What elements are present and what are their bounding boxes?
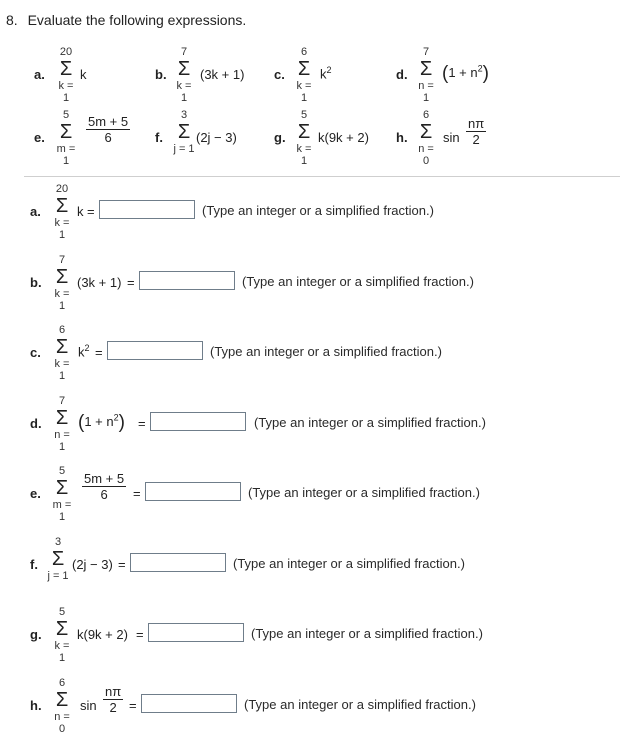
sigma-icon: Σ xyxy=(177,121,191,143)
sigma-icon: Σ xyxy=(419,58,433,80)
answer-h-hint: (Type an integer or a simplified fraction.) xyxy=(244,697,476,712)
answer-f-body: (2j − 3) xyxy=(72,557,113,572)
item-d-sigma xyxy=(414,46,438,104)
sigma-icon: Σ xyxy=(55,266,69,288)
item-a-sigma xyxy=(54,46,78,104)
answer-e-label: e. xyxy=(30,486,41,501)
sigma-icon: Σ xyxy=(59,121,73,143)
answer-a-sigma xyxy=(50,183,74,241)
upper-limit: 6 xyxy=(422,109,430,121)
upper-limit: 3 xyxy=(54,536,62,548)
sigma-icon: Σ xyxy=(55,618,69,640)
numerator: 5m + 5 xyxy=(88,114,129,129)
denominator: 6 xyxy=(82,486,126,502)
lower-limit: j = 1 xyxy=(47,570,69,582)
question-prompt: Evaluate the following expressions. xyxy=(27,12,247,28)
answer-e-fraction xyxy=(82,471,126,502)
lower-limit: k = 1 xyxy=(58,80,74,104)
sigma-icon: Σ xyxy=(51,548,65,570)
answer-c-hint: (Type an integer or a simplified fraction.) xyxy=(210,344,442,359)
upper-limit: 20 xyxy=(55,183,69,195)
answer-g-hint: (Type an integer or a simplified fraction.) xyxy=(251,626,483,641)
answer-f-input[interactable] xyxy=(130,553,226,572)
answer-c-sigma xyxy=(50,324,74,382)
denominator: 2 xyxy=(466,131,486,147)
answer-b-sigma xyxy=(50,254,74,312)
equals-sign: = xyxy=(87,204,95,219)
sigma-icon: Σ xyxy=(55,336,69,358)
sigma-icon: Σ xyxy=(55,689,69,711)
section-divider xyxy=(24,176,620,177)
answer-b-hint: (Type an integer or a simplified fraction.) xyxy=(242,274,474,289)
lower-limit: m = 1 xyxy=(56,143,76,167)
item-h-body: sin xyxy=(443,130,460,145)
upper-limit: 5 xyxy=(62,109,70,121)
sigma-icon: Σ xyxy=(55,477,69,499)
item-d-body: $(1 + n^2)$ xyxy=(442,63,489,84)
denominator: 6 xyxy=(86,129,130,145)
numerator: nπ xyxy=(105,684,122,699)
lower-limit: k = 1 xyxy=(54,217,70,241)
lower-limit: k = 1 xyxy=(54,640,70,664)
answer-e-sigma xyxy=(50,465,74,523)
item-c-body: $k^2$ xyxy=(320,65,332,82)
answer-d-sigma xyxy=(50,395,74,453)
answer-b-input[interactable] xyxy=(139,271,235,290)
item-c-sigma xyxy=(292,46,316,104)
upper-limit: 6 xyxy=(58,677,66,689)
answer-g-sigma xyxy=(50,606,74,664)
item-a-body: k xyxy=(80,67,87,82)
item-g-sigma xyxy=(292,109,316,167)
item-b-sigma xyxy=(172,46,196,104)
sigma-icon: Σ xyxy=(55,407,69,429)
equals-sign: = xyxy=(127,275,135,290)
sigma-icon: Σ xyxy=(55,195,69,217)
item-g-body: k(9k + 2) xyxy=(318,130,369,145)
sigma-icon: Σ xyxy=(59,58,73,80)
upper-limit: 3 xyxy=(180,109,188,121)
answer-d-body: $(1 + n^2)$ xyxy=(78,412,125,433)
lower-limit: k = 1 xyxy=(296,143,312,167)
item-h-sigma xyxy=(414,109,438,167)
equals-sign: = xyxy=(95,345,103,360)
item-b-label: b. xyxy=(155,67,167,82)
item-e-sigma xyxy=(54,109,78,167)
upper-limit: 7 xyxy=(58,254,66,266)
answer-h-label: h. xyxy=(30,698,42,713)
item-f-body: (2j − 3) xyxy=(196,130,237,145)
lower-limit: k = 1 xyxy=(54,358,70,382)
equals-sign: = xyxy=(136,627,144,642)
answer-h-input[interactable] xyxy=(141,694,237,713)
answer-g-label: g. xyxy=(30,627,42,642)
lower-limit: n = 0 xyxy=(418,143,434,167)
answer-g-input[interactable] xyxy=(148,623,244,642)
answer-a-label: a. xyxy=(30,204,41,219)
answer-c-input[interactable] xyxy=(107,341,203,360)
lower-limit: k = 1 xyxy=(54,288,70,312)
answer-d-hint: (Type an integer or a simplified fraction.) xyxy=(254,415,486,430)
answer-c-body: $k^2$ xyxy=(78,343,90,360)
denominator: 2 xyxy=(103,699,123,715)
item-c-label: c. xyxy=(274,67,285,82)
equals-sign: = xyxy=(138,416,146,431)
item-h-fraction xyxy=(466,116,486,147)
sigma-icon: Σ xyxy=(177,58,191,80)
lower-limit: k = 1 xyxy=(296,80,312,104)
sigma-icon: Σ xyxy=(297,58,311,80)
lower-limit: k = 1 xyxy=(176,80,192,104)
answer-h-body: sin xyxy=(80,698,97,713)
item-f-sigma xyxy=(172,109,196,155)
answer-d-input[interactable] xyxy=(150,412,246,431)
answer-b-body: (3k + 1) xyxy=(77,275,122,290)
upper-limit: 5 xyxy=(58,606,66,618)
upper-limit: 7 xyxy=(58,395,66,407)
item-a-label: a. xyxy=(34,67,45,82)
equals-sign: = xyxy=(129,698,137,713)
upper-limit: 7 xyxy=(180,46,188,58)
equals-sign: = xyxy=(118,557,126,572)
item-e-label: e. xyxy=(34,130,45,145)
answer-e-input[interactable] xyxy=(145,482,241,501)
answer-a-input[interactable] xyxy=(99,200,195,219)
question-number: 8. xyxy=(6,12,18,28)
item-f-label: f. xyxy=(155,130,163,145)
upper-limit: 20 xyxy=(59,46,73,58)
answer-f-sigma xyxy=(46,536,70,582)
answer-h-fraction xyxy=(103,684,123,715)
answer-c-label: c. xyxy=(30,345,41,360)
item-h-label: h. xyxy=(396,130,408,145)
answer-b-label: b. xyxy=(30,275,42,290)
item-g-label: g. xyxy=(274,130,286,145)
upper-limit: 5 xyxy=(300,109,308,121)
lower-limit: j = 1 xyxy=(173,143,195,155)
equals-sign: = xyxy=(133,486,141,501)
answer-a-hint: (Type an integer or a simplified fraction.) xyxy=(202,203,434,218)
answer-d-label: d. xyxy=(30,416,42,431)
upper-limit: 6 xyxy=(300,46,308,58)
answer-a-body: k xyxy=(77,204,84,219)
sigma-icon: Σ xyxy=(297,121,311,143)
answer-g-body: k(9k + 2) xyxy=(77,627,128,642)
sigma-icon: Σ xyxy=(419,121,433,143)
answer-h-sigma xyxy=(50,677,74,735)
numerator: 5m + 5 xyxy=(84,471,125,486)
lower-limit: n = 1 xyxy=(54,429,70,453)
numerator: nπ xyxy=(468,116,485,131)
lower-limit: m = 1 xyxy=(52,499,72,523)
lower-limit: n = 1 xyxy=(418,80,434,104)
upper-limit: 6 xyxy=(58,324,66,336)
upper-limit: 7 xyxy=(422,46,430,58)
item-d-label: d. xyxy=(396,67,408,82)
answer-f-hint: (Type an integer or a simplified fraction.) xyxy=(233,556,465,571)
item-b-body: (3k + 1) xyxy=(200,67,245,82)
answer-e-hint: (Type an integer or a simplified fraction.) xyxy=(248,485,480,500)
item-e-fraction xyxy=(86,114,130,145)
lower-limit: n = 0 xyxy=(54,711,70,735)
answer-f-label: f. xyxy=(30,557,38,572)
upper-limit: 5 xyxy=(58,465,66,477)
question-header xyxy=(6,12,246,28)
